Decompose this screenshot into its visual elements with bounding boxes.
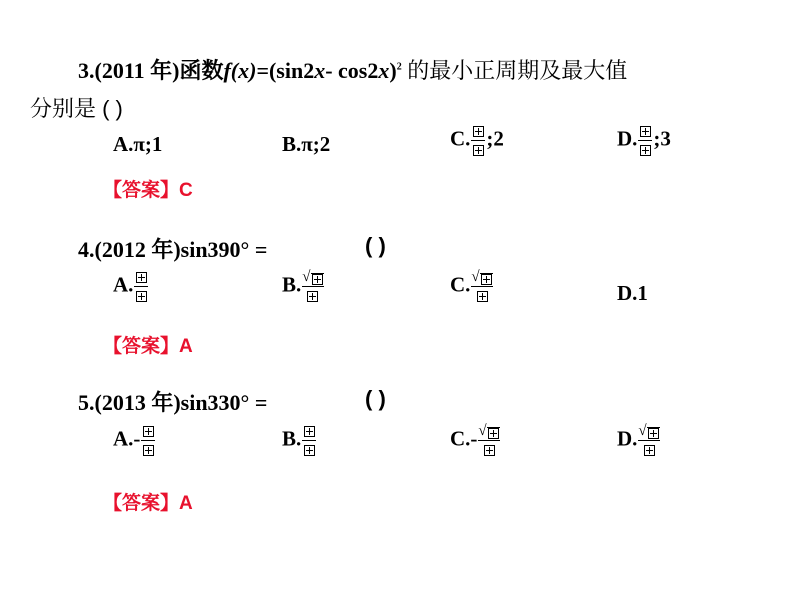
q3-option-c bbox=[450, 124, 504, 157]
q4-answer-value: A bbox=[179, 336, 193, 357]
q4-option-c-prefix: C. bbox=[450, 272, 471, 297]
q3-option-c-suffix: ;2 bbox=[486, 126, 504, 151]
placeholder-icon bbox=[136, 291, 147, 302]
q5-option-d-fraction bbox=[638, 424, 659, 457]
q4-option-d: D.1 bbox=[617, 281, 648, 305]
q5-option-c-fraction bbox=[478, 424, 499, 457]
q4-option-a-prefix: A. bbox=[113, 272, 134, 297]
q4-line: 4.(2012 年)sin390° = bbox=[78, 237, 268, 262]
q5-answer-value: A bbox=[179, 493, 193, 514]
q4-option-b-prefix: B. bbox=[282, 272, 302, 297]
q4-paren: ( ) bbox=[365, 233, 386, 258]
q3-sup: 2 bbox=[396, 61, 402, 73]
q5-option-a-prefix: A.- bbox=[113, 426, 141, 451]
placeholder-icon bbox=[473, 145, 484, 156]
placeholder-icon bbox=[304, 426, 315, 437]
placeholder-icon bbox=[640, 145, 651, 156]
q4-option-c-fraction bbox=[471, 270, 492, 303]
q5-option-b-prefix: B. bbox=[282, 426, 302, 451]
q4-answer bbox=[103, 331, 193, 358]
q5-option-b bbox=[282, 424, 317, 457]
q4-option-a bbox=[113, 270, 149, 303]
placeholder-icon bbox=[477, 291, 488, 302]
q3-option-d-suffix: ;3 bbox=[653, 126, 671, 151]
placeholder-icon bbox=[136, 272, 147, 283]
q3-option-a: A.π;1 bbox=[113, 132, 163, 156]
q4-option-c bbox=[450, 270, 494, 303]
q3-close: ) bbox=[389, 58, 397, 83]
placeholder-icon bbox=[648, 428, 659, 439]
q3-suffix: 的最小正周期及最大值 bbox=[407, 59, 628, 84]
q5-option-d-prefix: D. bbox=[617, 426, 638, 451]
q5-option-a bbox=[113, 424, 156, 457]
q5-option-b-fraction bbox=[302, 424, 316, 457]
sqrt-icon: √ bbox=[302, 270, 323, 285]
q5-answer-label: 【答案】 bbox=[103, 493, 180, 514]
q5-answer bbox=[103, 488, 193, 515]
q3-fx: f(x) bbox=[223, 58, 257, 83]
q3-prefix: 3.(2011 年)函数 bbox=[78, 58, 224, 83]
placeholder-icon bbox=[304, 445, 315, 456]
q5-option-c-prefix: C.- bbox=[450, 426, 478, 451]
q3-answer bbox=[103, 175, 193, 202]
placeholder-icon bbox=[143, 445, 154, 456]
q3-answer-label: 【答案】 bbox=[103, 180, 180, 201]
placeholder-icon bbox=[481, 274, 492, 285]
q3-answer-value: C bbox=[179, 180, 193, 201]
q3-option-c-fraction bbox=[471, 124, 485, 157]
placeholder-icon bbox=[473, 126, 484, 137]
q5-option-a-fraction bbox=[141, 424, 155, 457]
placeholder-icon bbox=[644, 445, 655, 456]
q3-option-c-prefix: C. bbox=[450, 126, 471, 151]
q5-option-c bbox=[450, 424, 501, 457]
q4-option-a-fraction bbox=[134, 270, 148, 303]
q3-x2: x bbox=[378, 58, 390, 83]
q3-eq: =(sin2 bbox=[256, 58, 315, 83]
sqrt-icon: √ bbox=[471, 270, 492, 285]
q5-option-d bbox=[617, 424, 661, 457]
placeholder-icon bbox=[484, 445, 495, 456]
q3-option-d bbox=[617, 124, 671, 157]
sqrt-icon: √ bbox=[638, 424, 659, 439]
q3-x1: x bbox=[314, 58, 326, 83]
q3-option-b: B.π;2 bbox=[282, 132, 331, 156]
q3-option-d-prefix: D. bbox=[617, 126, 638, 151]
q5-paren: ( ) bbox=[365, 386, 386, 411]
placeholder-icon bbox=[312, 274, 323, 285]
placeholder-icon bbox=[640, 126, 651, 137]
placeholder-icon bbox=[488, 428, 499, 439]
q5-line: 5.(2013 年)sin330° = bbox=[78, 390, 268, 415]
placeholder-icon bbox=[307, 291, 318, 302]
q3-option-d-fraction bbox=[638, 124, 652, 157]
q3-mid: - cos2 bbox=[325, 58, 379, 83]
q4-option-b-fraction bbox=[302, 270, 323, 303]
q3-line1 bbox=[78, 54, 627, 85]
q3-line2: 分别是 ( ) bbox=[30, 96, 123, 121]
q4-option-b bbox=[282, 270, 325, 303]
q4-answer-label: 【答案】 bbox=[103, 336, 180, 357]
placeholder-icon bbox=[143, 426, 154, 437]
sqrt-icon: √ bbox=[478, 424, 499, 439]
